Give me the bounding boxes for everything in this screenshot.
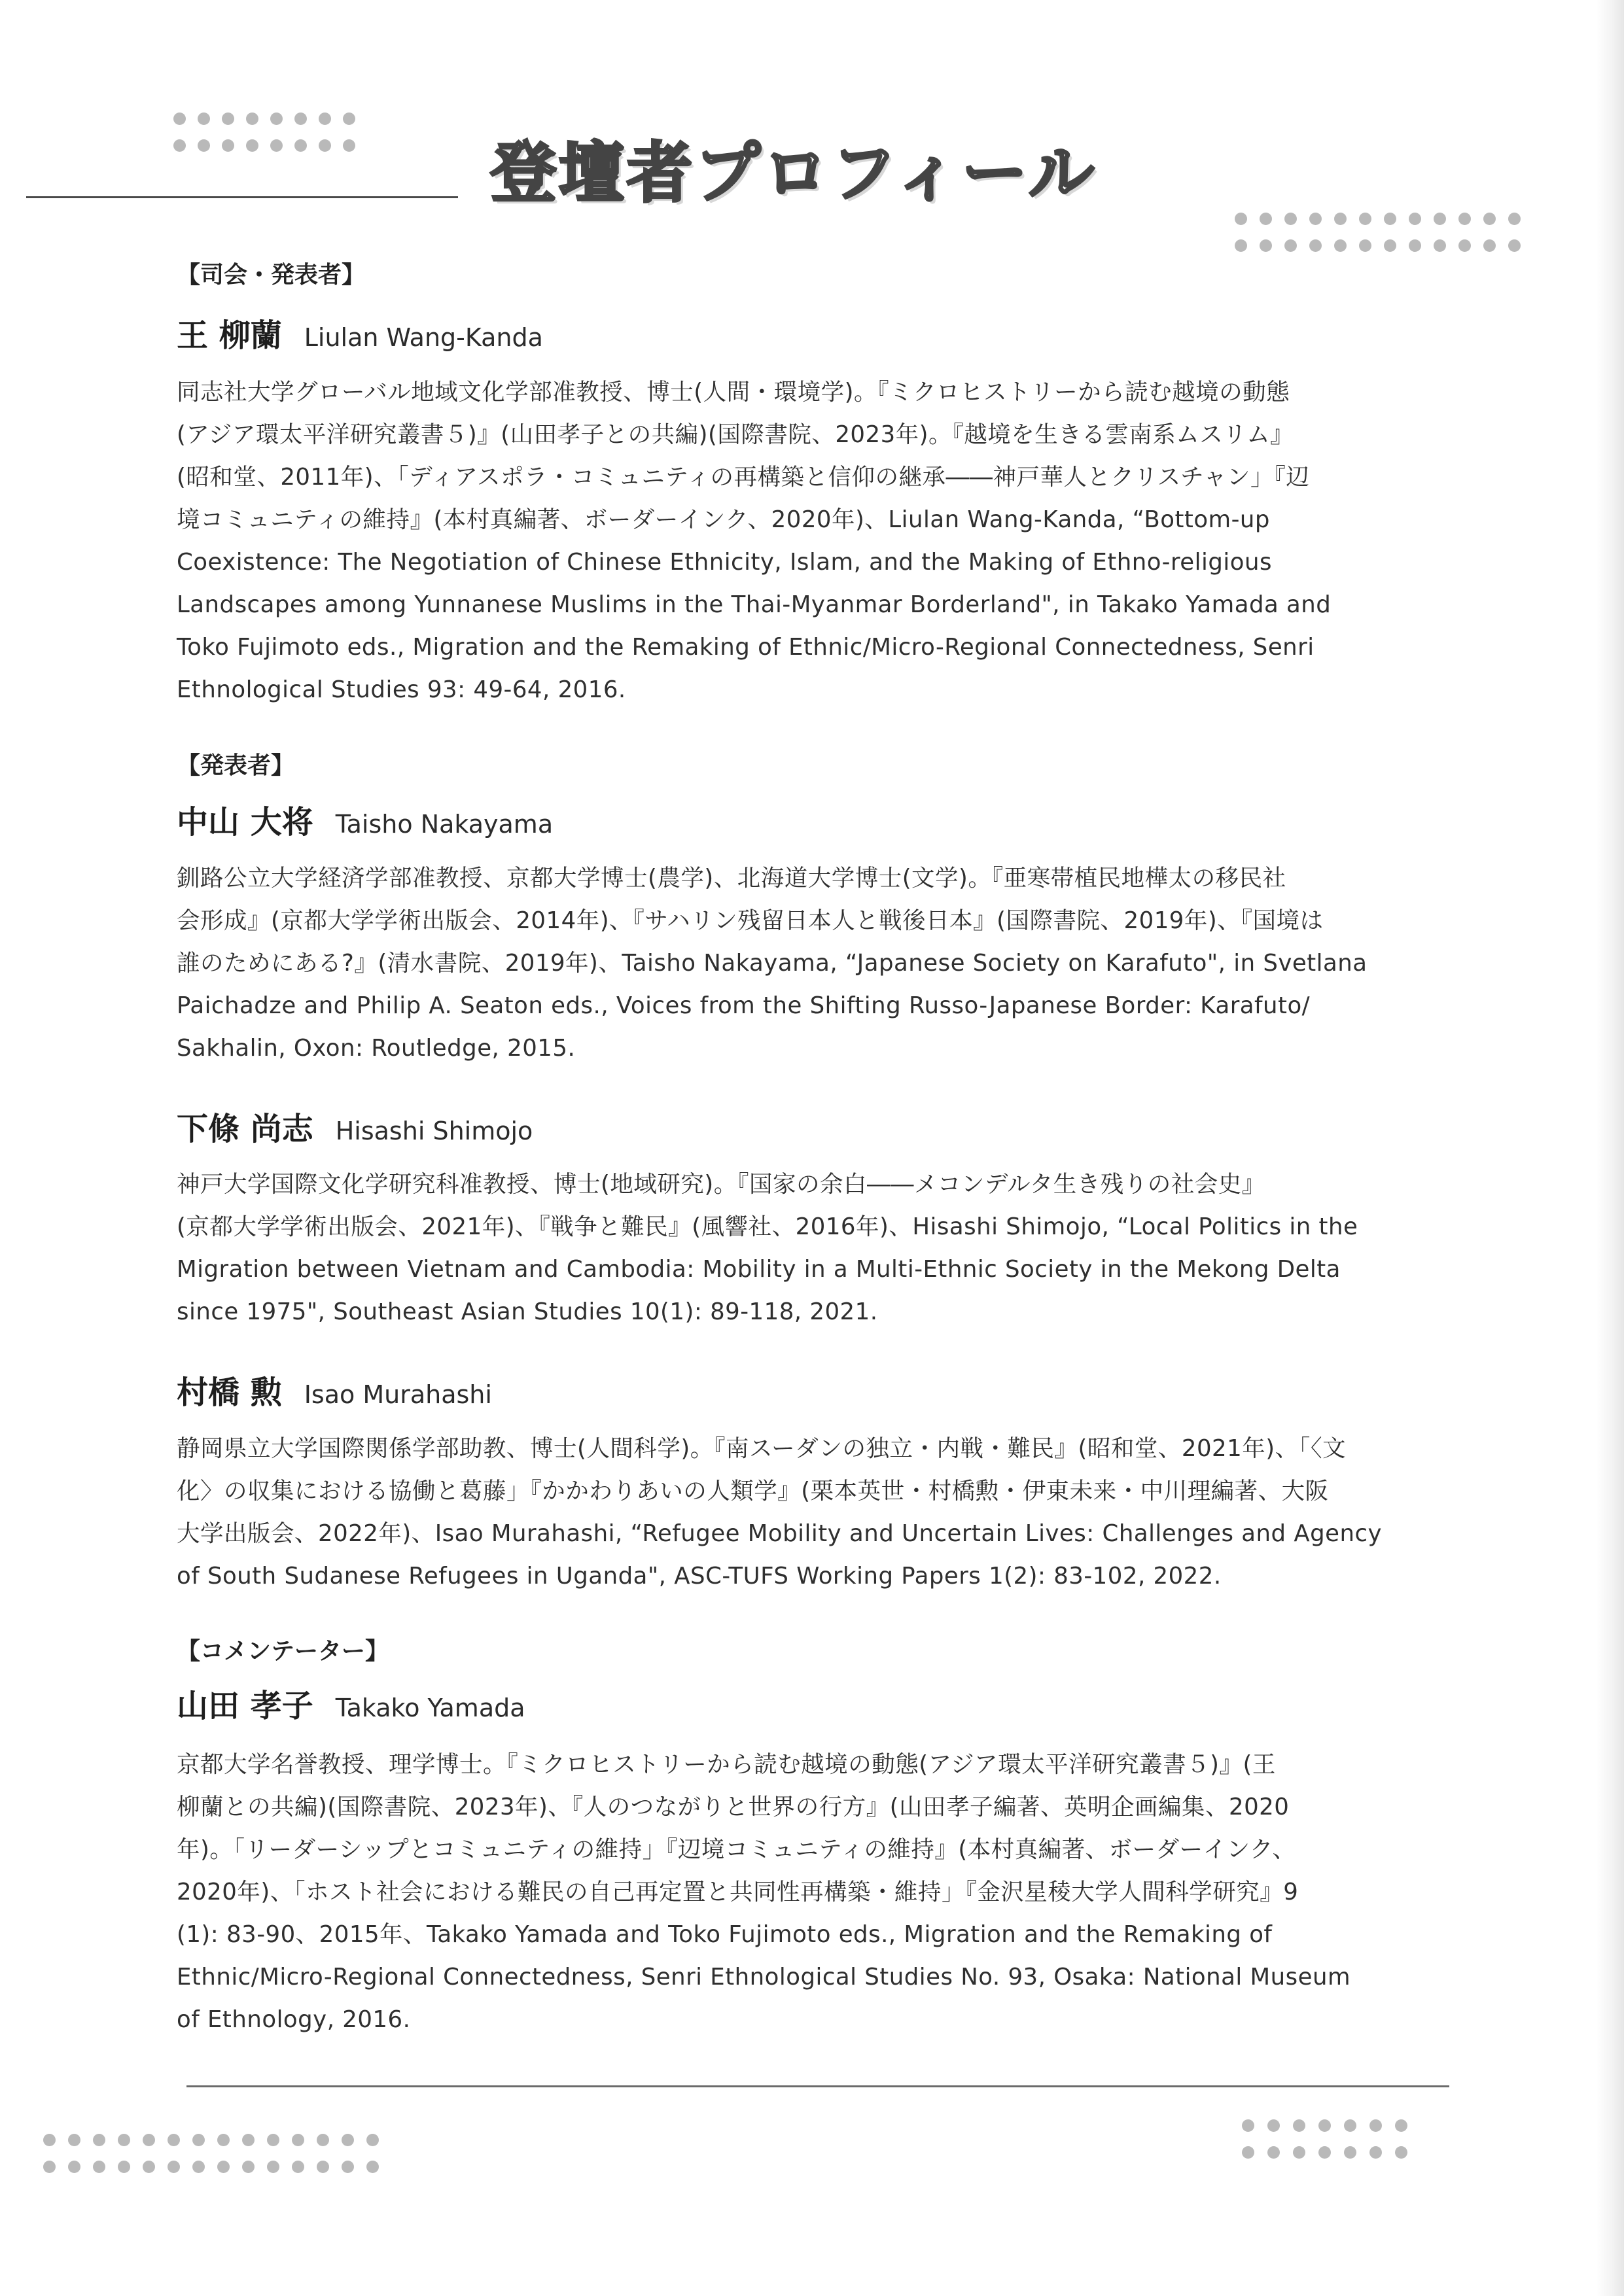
- decorative-dot: [246, 113, 258, 125]
- decorative-dot: [168, 2161, 180, 2173]
- bio-line: 大学出版会、2022年)、Isao Murahashi, “Refugee Mobility and Uncertain Lives: Challenges and Agency: [177, 1520, 1383, 1547]
- decorative-dot: [1384, 213, 1396, 225]
- section-label-presenters: 【発表者】: [177, 752, 295, 779]
- decorative-dot: [192, 2161, 205, 2173]
- speaker-name-ja: 中山 大将: [177, 804, 313, 841]
- decorative-dot: [143, 2134, 155, 2146]
- decorative-dot: [1508, 213, 1521, 225]
- decorative-dot: [1235, 213, 1247, 225]
- bio-line: of Ethnology, 2016.: [177, 2006, 411, 2033]
- decorative-dot: [1369, 2146, 1382, 2159]
- decorative-dot: [1483, 213, 1496, 225]
- decorative-dot: [1267, 2119, 1280, 2132]
- speaker-bio-wang: [177, 371, 1454, 711]
- decorative-dot: [319, 139, 331, 152]
- decorative-dot: [217, 2161, 230, 2173]
- bio-line: (京都大学学術出版会、2021年)、『戦争と難民』(風響社、2016年)、Hisashi Shimojo, “Local Politics in the: [177, 1213, 1358, 1240]
- bio-line: 会形成』(京都大学学術出版会、2014年)、『サハリン残留日本人と戦後日本』(国際書院、2019年)、『国境は: [177, 907, 1324, 934]
- decorative-dot: [1284, 213, 1297, 225]
- decorative-dot: [1260, 239, 1272, 252]
- bio-line: of South Sudanese Refugees in Uganda", ASC-TUFS Working Papers 1(2): 83-102, 2022.: [177, 1563, 1222, 1590]
- speaker-name-en: Isao Murahashi: [304, 1380, 492, 1409]
- bio-line: 化〉の収集における協働と葛藤」『かかわりあいの人類学』(栗本英世・村橋勲・伊東未来・中川理編著、大阪: [177, 1478, 1329, 1505]
- decorative-dot: [319, 113, 331, 125]
- bio-line: Landscapes among Yunnanese Muslims in the Thai-Myanmar Borderland", in Takako Yamada and: [177, 591, 1332, 618]
- decorative-dot: [43, 2134, 56, 2146]
- decorative-dot: [43, 2161, 56, 2173]
- speaker-bio-nakayama: [177, 857, 1454, 1070]
- decorative-dot: [1242, 2119, 1254, 2132]
- decorative-dot: [173, 139, 186, 152]
- decorative-dot: [270, 113, 283, 125]
- bio-line: (1): 83-90、2015年、Takako Yamada and Toko Fujimoto eds., Migration and the Remaking of: [177, 1921, 1273, 1948]
- decorative-dot: [168, 2134, 180, 2146]
- bio-line: (昭和堂、2011年)、「ディアスポラ・コミュニティの再構築と信仰の継承――神戸華人とクリスチャン」『辺: [177, 464, 1310, 491]
- decorative-dot: [294, 113, 307, 125]
- decorative-dot: [246, 139, 258, 152]
- decorative-dot: [1293, 2119, 1305, 2132]
- decorative-dot: [242, 2161, 255, 2173]
- decorative-dot: [1508, 239, 1521, 252]
- decorative-dot: [292, 2161, 304, 2173]
- decorative-dot: [93, 2161, 105, 2173]
- bio-line: 同志社大学グローバル地域文化学部准教授、博士(人間・環境学)。『ミクロヒストリーから読む越境の動態: [177, 379, 1290, 406]
- speaker-name-murahashi: [177, 1373, 492, 1419]
- decorative-dot: [1483, 239, 1496, 252]
- decorative-dot: [342, 2161, 354, 2173]
- bio-line: Ethnological Studies 93: 49-64, 2016.: [177, 676, 626, 703]
- speaker-name-ja: 王 柳蘭: [177, 317, 282, 354]
- decorative-dot: [1434, 239, 1446, 252]
- speaker-name-en: Liulan Wang-Kanda: [304, 323, 543, 352]
- decorative-dot: [1434, 213, 1446, 225]
- decorative-dots-top-left: [173, 113, 355, 152]
- decorative-dot: [118, 2134, 130, 2146]
- decorative-dot: [198, 113, 210, 125]
- decorative-dot: [342, 2134, 354, 2146]
- section-label-host-presenter: 【司会・発表者】: [177, 262, 366, 288]
- decorative-dot: [217, 2134, 230, 2146]
- bio-line: Migration between Vietnam and Cambodia: Mobility in a Multi-Ethnic Society in the Mekong Delta: [177, 1256, 1341, 1283]
- decorative-dot: [317, 2161, 329, 2173]
- page-title: 登壇者プロフィール: [491, 135, 1097, 211]
- decorative-dot: [1318, 2146, 1331, 2159]
- decorative-dot: [343, 139, 355, 152]
- section-label-commentator: 【コメンテーター】: [177, 1638, 389, 1665]
- bio-line: 誰のためにある?』(清水書院、2019年)、Taisho Nakayama, “Japanese Society on Karafuto", in Svetlana: [177, 950, 1368, 977]
- decorative-dot: [1395, 2146, 1407, 2159]
- speaker-name-en: Taisho Nakayama: [335, 810, 554, 839]
- bio-line: 2020年)、「ホスト社会における難民の自己再定置と共同性再構築・維持」『金沢星稜大学人間科学研究』9: [177, 1879, 1299, 1905]
- bio-line: 柳蘭との共編)(国際書院、2023年)、『人のつながりと世界の行方』(山田孝子編著、英明企画編集、2020: [177, 1794, 1290, 1820]
- bio-line: 静岡県立大学国際関係学部助教、博士(人間科学)。『南スーダンの独立・内戦・難民』(昭和堂、2021年)、「〈文: [177, 1435, 1347, 1462]
- decorative-dot: [1395, 2119, 1407, 2132]
- speaker-name-en: Hisashi Shimojo: [335, 1117, 533, 1145]
- decorative-dot: [317, 2134, 329, 2146]
- speaker-name-en: Takako Yamada: [335, 1694, 525, 1722]
- decorative-dot: [1242, 2146, 1254, 2159]
- decorative-dot: [118, 2161, 130, 2173]
- decorative-dot: [1309, 213, 1322, 225]
- bio-line: Coexistence: The Negotiation of Chinese Ethnicity, Islam, and the Making of Ethno-religious: [177, 549, 1272, 576]
- decorative-dot: [1359, 213, 1371, 225]
- bio-line: (アジア環太平洋研究叢書５)』(山田孝子との共編)(国際書院、2023年)。『越境を生きる雲南系ムスリム』: [177, 421, 1294, 448]
- speaker-name-ja: 山田 孝子: [177, 1688, 313, 1724]
- decorative-dot: [1284, 239, 1297, 252]
- decorative-dot: [267, 2161, 279, 2173]
- bio-line: since 1975", Southeast Asian Studies 10(1): 89-118, 2021.: [177, 1298, 878, 1325]
- decorative-dot: [93, 2134, 105, 2146]
- decorative-dot: [366, 2134, 379, 2146]
- speaker-bio-shimojo: [177, 1163, 1454, 1333]
- decorative-dot: [222, 113, 234, 125]
- decorative-dot: [1235, 239, 1247, 252]
- decorative-dot: [267, 2134, 279, 2146]
- bio-line: 釧路公立大学経済学部准教授、京都大学博士(農学)、北海道大学博士(文学)。『亜寒帯植民地樺太の移民社: [177, 865, 1286, 892]
- bio-line: 境コミュニティの維持』(本村真編著、ボーダーインク、2020年)、Liulan Wang-Kanda, “Bottom-up: [177, 506, 1270, 533]
- speaker-name-ja: 村橋 勲: [177, 1374, 282, 1411]
- speaker-name-ja: 下條 尚志: [177, 1111, 313, 1147]
- decorative-dot: [1293, 2146, 1305, 2159]
- bio-line: 京都大学名誉教授、理学博士。『ミクロヒストリーから読む越境の動態(アジア環太平洋研究叢書５)』(王: [177, 1751, 1276, 1778]
- bio-line: 神戸大学国際文化学研究科准教授、博士(地域研究)。『国家の余白――メコンデルタ生き残りの社会史』: [177, 1171, 1265, 1198]
- decorative-dot: [1384, 239, 1396, 252]
- decorative-dot: [1344, 2119, 1356, 2132]
- bio-line: Toko Fujimoto eds., Migration and the Remaking of Ethnic/Micro-Regional Connectedness, Senri: [177, 634, 1315, 661]
- decorative-dot: [1318, 2119, 1331, 2132]
- decorative-dot: [1369, 2119, 1382, 2132]
- decorative-dot: [173, 113, 186, 125]
- speaker-name-nakayama: [177, 803, 553, 849]
- decorative-dots-bottom-right: [1242, 2119, 1407, 2159]
- decorative-dots-top-right: [1235, 213, 1521, 252]
- decorative-dot: [192, 2134, 205, 2146]
- bottom-rule: [186, 2085, 1449, 2087]
- decorative-dots-bottom-left: [43, 2134, 379, 2173]
- decorative-dot: [242, 2134, 255, 2146]
- decorative-dot: [1267, 2146, 1280, 2159]
- speaker-bio-murahashi: [177, 1427, 1454, 1597]
- decorative-dot: [292, 2134, 304, 2146]
- bio-line: Paichadze and Philip A. Seaton eds., Voices from the Shifting Russo-Japanese Border: Karafuto/: [177, 992, 1311, 1019]
- decorative-dot: [1344, 2146, 1356, 2159]
- title-rule: [26, 196, 458, 198]
- decorative-dot: [143, 2161, 155, 2173]
- decorative-dot: [1334, 239, 1347, 252]
- bio-line: Ethnic/Micro-Regional Connectedness, Senri Ethnological Studies No. 93, Osaka: National Museum: [177, 1964, 1351, 1991]
- decorative-dot: [1409, 239, 1421, 252]
- decorative-dot: [1309, 239, 1322, 252]
- decorative-dot: [270, 139, 283, 152]
- decorative-dot: [1409, 213, 1421, 225]
- page-edge-shadow: [1597, 0, 1624, 2296]
- bio-line: 年)。「リーダーシップとコミュニティの維持」『辺境コミュニティの維持』(本村真編著、ボーダーインク、: [177, 1836, 1296, 1863]
- decorative-dot: [68, 2134, 80, 2146]
- decorative-dot: [1458, 239, 1471, 252]
- decorative-dot: [68, 2161, 80, 2173]
- speaker-name-yamada: [177, 1686, 525, 1733]
- speaker-name-wang: [177, 316, 543, 362]
- decorative-dot: [1458, 213, 1471, 225]
- decorative-dot: [1359, 239, 1371, 252]
- speaker-name-shimojo: [177, 1109, 533, 1156]
- decorative-dot: [294, 139, 307, 152]
- bio-line: Sakhalin, Oxon: Routledge, 2015.: [177, 1035, 576, 1062]
- decorative-dot: [1260, 213, 1272, 225]
- decorative-dot: [343, 113, 355, 125]
- decorative-dot: [1334, 213, 1347, 225]
- speaker-bio-yamada: [177, 1743, 1454, 2041]
- decorative-dot: [222, 139, 234, 152]
- decorative-dot: [198, 139, 210, 152]
- decorative-dot: [366, 2161, 379, 2173]
